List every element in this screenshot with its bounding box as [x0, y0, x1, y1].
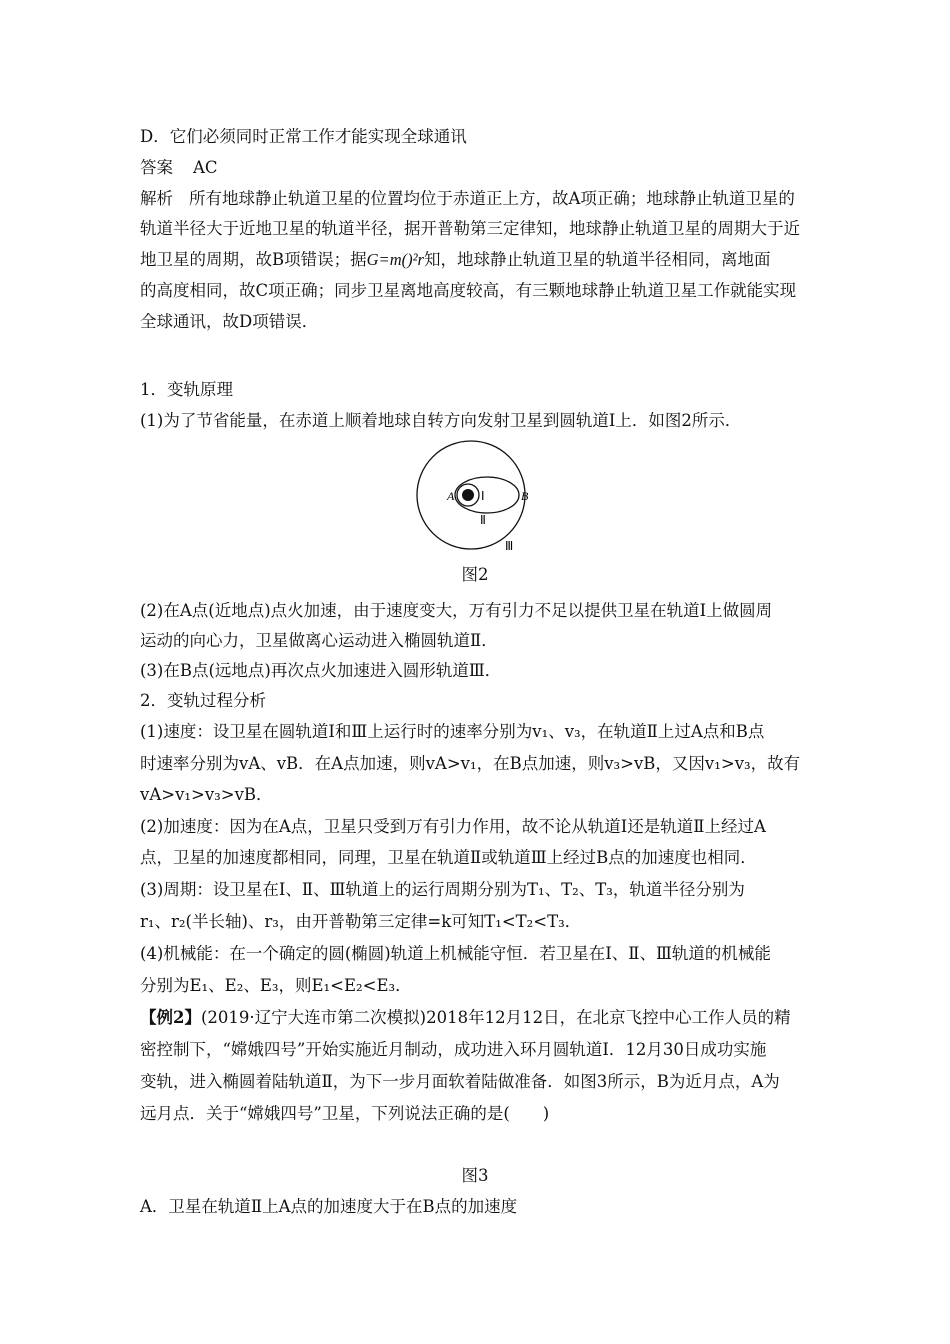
point-a-label: A [447, 489, 455, 503]
acceleration-line-1: (2)加速度：因为在A点，卫星只受到万有引力作用，故不论从轨道Ⅰ还是轨道Ⅱ上经过A [140, 817, 766, 836]
analysis-text-3b: 知，地球静止轨道卫星的轨道半径相同，离地面 [423, 250, 771, 269]
section-1-paragraph-3: (3)在B点(远地点)再次点火加速进入圆形轨道Ⅲ． [140, 661, 502, 680]
point-b-label: B [521, 489, 529, 503]
section-1-title: 1．变轨原理 [140, 380, 233, 399]
section-2-title: 2．变轨过程分析 [140, 691, 266, 710]
energy-line-2: 分别为E₁、E₂、E₃，则E₁<E₂<E₃． [140, 976, 412, 995]
example-line-4: 远月点．关于“嫦娥四号”卫星，下列说法正确的是( ) [140, 1104, 550, 1123]
example-line-2: 密控制下，“嫦娥四号”开始实施近月制动，成功进入环月圆轨道Ⅰ．12月30日成功实施 [140, 1040, 767, 1059]
earth-dot [462, 489, 474, 501]
example-line-3: 变轨，进入椭圆着陆轨道Ⅱ，为下一步月面软着陆做准备．如图3所示，B为近月点，A为 [140, 1072, 780, 1091]
analysis-line-5: 全球通讯，故D项错误． [140, 312, 319, 331]
analysis-line-3 [140, 249, 770, 271]
figure-2-caption: 图2 [461, 565, 489, 584]
speed-line-2: 时速率分别为vA、vB．在A点加速，则vA>v₁，在B点加速，则v₃>vB，又因v₁>v₃，故有 [140, 754, 801, 773]
answer-label: 答案 [140, 158, 173, 177]
example-label: 【例2】 [140, 1008, 201, 1027]
answer-value: AC [193, 158, 218, 177]
acceleration-line-2: 点，卫星的加速度都相同，同理，卫星在轨道Ⅱ或轨道Ⅲ上经过B点的加速度也相同． [140, 848, 757, 867]
analysis-label: 解析 [140, 189, 173, 208]
section-1-paragraph-2a: (2)在A点(近地点)点火加速，由于速度变大，万有引力不足以提供卫星在轨道Ⅰ上做圆周 [140, 601, 773, 620]
example-line-1 [140, 1007, 791, 1029]
period-line-1: (3)周期：设卫星在Ⅰ、Ⅱ、Ⅲ轨道上的运行周期分别为T₁、T₂、T₃，轨道半径分别为 [140, 880, 745, 899]
example-text-1: (2019·辽宁大连市第二次模拟)2018年12月12日，在北京飞控中心工作人员的精 [200, 1008, 791, 1027]
option-d: D．它们必须同时正常工作才能实现全球通讯 [140, 127, 467, 146]
answer-line [140, 157, 218, 179]
analysis-line-4: 的高度相同，故C项正确；同步卫星离地高度较高，有三颗地球静止轨道卫星工作就能实现 [140, 281, 797, 300]
orbit-ii-label: Ⅱ [480, 513, 486, 527]
analysis-text-3a: 地卫星的周期，故B项错误；据 [140, 250, 367, 269]
orbit-iii-label: Ⅲ [505, 539, 514, 553]
speed-line-3: vA>v₁>v₃>vB． [140, 785, 273, 804]
analysis-line-1 [140, 188, 795, 210]
analysis-text-1: 所有地球静止轨道卫星的位置均位于赤道正上方，故A项正确；地球静止轨道卫星的 [189, 189, 795, 208]
orbit-i-label: Ⅰ [481, 489, 485, 503]
section-1-paragraph-2b: 运动的向心力，卫星做离心运动进入椭圆轨道Ⅱ． [140, 631, 498, 650]
option-a: A．卫星在轨道Ⅱ上A点的加速度大于在B点的加速度 [140, 1197, 518, 1216]
period-line-2: r₁、r₂(半长轴)、r₃，由开普勒第三定律=k可知T₁<T₂<T₃． [140, 912, 582, 931]
orbit-diagram [395, 440, 555, 555]
section-1-paragraph-1: (1)为了节省能量，在赤道上顺着地球自转方向发射卫星到圆轨道Ⅰ上．如图2所示． [140, 411, 742, 430]
figure-3-caption: 图3 [461, 1166, 489, 1185]
energy-line-1: (4)机械能：在一个确定的圆(椭圆)轨道上机械能守恒．若卫星在Ⅰ、Ⅱ、Ⅲ轨道的机械能 [140, 944, 771, 963]
gravity-formula: G=m()²r [366, 250, 424, 269]
speed-line-1: (1)速度：设卫星在圆轨道Ⅰ和Ⅲ上运行时的速率分别为v₁、v₃，在轨道Ⅱ上过A点和B点 [140, 722, 765, 741]
analysis-line-2: 轨道半径大于近地卫星的轨道半径，据开普勒第三定律知，地球静止轨道卫星的周期大于近 [140, 219, 800, 238]
